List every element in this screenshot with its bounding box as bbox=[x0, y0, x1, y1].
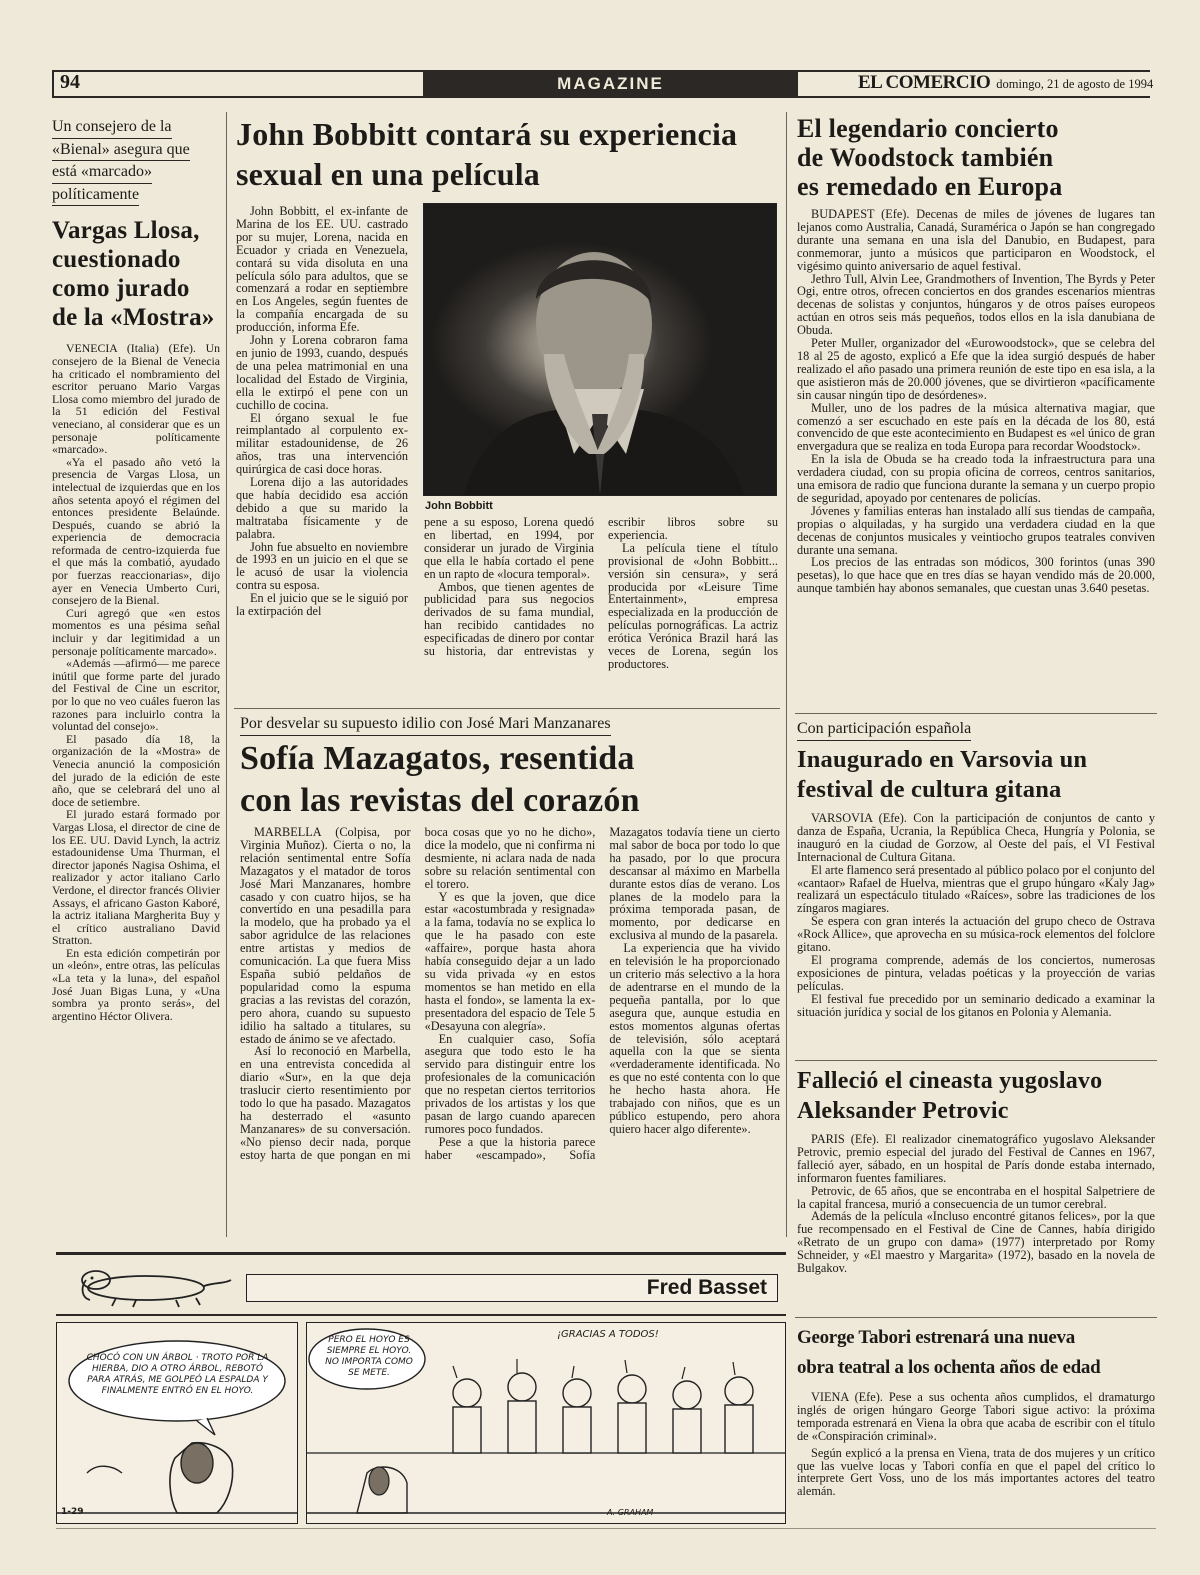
bobbitt-headline bbox=[236, 114, 786, 194]
paragraph: El arte flamenco será presentado al público polaco por el conjunto del «cantaor» Rafael de Huelva, mientras que el grupo húngaro «Kaly Jag» realizará un espectáculo titulado «Raíces», sobre las tradiciones de los zíngaros magiares. bbox=[797, 862, 1155, 916]
comic-panel-2 bbox=[306, 1322, 786, 1524]
paragraph: pene a su esposo, Lorena quedó en libertad, en 1994, por considerar un jurado de Virginia que ella le había cortado el pene en un rapto de «locura temporal». bbox=[424, 515, 594, 581]
bobbitt-bottom-body bbox=[424, 516, 778, 706]
varsovia-headline bbox=[797, 745, 1159, 805]
petrovic-body bbox=[797, 1133, 1155, 1275]
paragraph: Pese a que la historia parece haber «escampado», Sofía Mazagatos todavía tiene un cierto mal sabor de boca por todo lo que ha pasado, por lo que procura descansar al máximo en Marbella durante estos días de verano. Los planes de la modelo para la próxima temporada pasan, de momento, por dedicarse en exclusiva al mundo de la pasarela. bbox=[424, 825, 780, 1162]
paragraph: Según explicó a la prensa en Viena, trata de dos mujeres y un crítico que las vuelve locas y Tabori confía en que el papel del crítico lo interprete Gert Voss, uno de los más importantes actores del teatro alemán. bbox=[797, 1445, 1155, 1499]
comic-title: Fred Basset bbox=[646, 1276, 767, 1299]
woodstock-headline-line: es remedado en Europa bbox=[797, 172, 1063, 201]
paragraph: En el juicio que se le siguió por la extirpación del bbox=[236, 591, 408, 619]
vargas-kicker-line: «Bienal» asegura que bbox=[52, 139, 190, 162]
paragraph: PARIS (Efe). El realizador cinematográfico yugoslavo Aleksander Petrovic, premio especial del jurado del Festival de Cannes en 1967, falleció ayer, sábado, en un hospital de París donde estaba internado, informaron fuentes familiares. bbox=[797, 1132, 1155, 1185]
panel-2-speech: PERO EL HOYO ES SIEMPRE EL HOYO. NO IMPORTA COMO SE METE. bbox=[325, 1335, 413, 1378]
paragraph: Los precios de las entradas son módicos, 300 forintos (unas 390 pesetas), lo que hace que en tres días se hayan vendido más de 20.000, aunque también hay abonos semanales, que cuestan unas 3.640 pesetas. bbox=[797, 555, 1155, 596]
paragraph: El programa comprende, además de los conciertos, numerosas exposiciones de pintura, veladas poéticas y la proyección de varias películas. bbox=[797, 952, 1155, 993]
sofia-body bbox=[240, 826, 780, 1238]
vargas-kicker-line: políticamente bbox=[52, 184, 139, 207]
varsovia-headline-line: festival de cultura gitana bbox=[797, 776, 1062, 803]
paragraph: El órgano sexual le fue reimplantado al corpulento ex-militar estadounidense, de 26 años, tras una intervención quirúrgica de casi doce horas. bbox=[236, 410, 408, 477]
paragraph: El jurado estará formado por Vargas Llosa, el director de cine de los EE. UU. David Lynch, la actriz estadounidense Uma Thurman, el director japonés Nagisa Oshima, el realizador y actor italiano Carlo Verdone, el director francés Olivier Assays, el africano Gaston Kaboré, la actriz italiana Margherita Buy y el crítico australiano David Stratton. bbox=[52, 807, 220, 948]
sofia-kicker: Por desvelar su supuesto idilio con José Mari Manzanares bbox=[240, 713, 611, 736]
bobbitt-photo bbox=[423, 203, 777, 496]
paragraph: VIENA (Efe). Pese a sus ochenta años cumplidos, el dramaturgo inglés de origen húngaro George Tabori sigue activo: la próxima temporada estrenará en Viena la obra que acaba de escribir con el título de «Conspiración criminal». bbox=[797, 1390, 1155, 1443]
bobbitt-headline-line: John Bobbitt contará su experiencia bbox=[236, 116, 738, 152]
petrovic-headline bbox=[797, 1066, 1159, 1126]
paragraph: John y Lorena cobraron fama en junio de 1993, cuando, después de una pelea matrimonial en una localidad del Estado de Virginia, ella le extirpó el pene con un cuchillo de cocina. bbox=[236, 333, 408, 412]
tabori-headline-line: obra teatral a los ochenta años de edad bbox=[797, 1357, 1101, 1378]
vargas-article bbox=[52, 116, 220, 1022]
paragraph: En cualquier caso, Sofía asegura que todo esto le ha servido para distinguir entre los profesionales de la comunicación que no respetan ciertos territorios privados de los artistas y los que pasan de largo cuando aparecen rumores poco fundados. bbox=[424, 1031, 596, 1136]
paragraph: Curi agregó que «en estos momentos es una pésima señal incluir y dar legitimidad a un personaje políticamente marcado». bbox=[52, 605, 220, 658]
paragraph: «Además —afirmó— me parece inútil que forme parte del jurado del Festival de Cine un escritor, por lo que no veo cuáles fueron las razones para incluirlo contra la voluntad del consejo». bbox=[52, 656, 220, 734]
panel-1-speech: CHOCÓ CON UN ÁRBOL · TROTO POR LA HIERBA, DIO A OTRO ÁRBOL, REBOTÓ PARA ATRÁS, ME GOLPEÓ LA ESPALDA Y FINALMENTE ENTRÓ EN EL HOYO. bbox=[86, 1353, 269, 1396]
varsovia-kicker: Con participación española bbox=[797, 718, 971, 741]
petrovic-headline-line: Falleció el cineasta yugoslavo bbox=[797, 1068, 1103, 1094]
comic-header bbox=[56, 1258, 786, 1310]
comic-date-code: 1-29 bbox=[61, 1507, 84, 1517]
vargas-headline-line: como jurado bbox=[52, 275, 190, 303]
vargas-body bbox=[52, 342, 220, 1022]
section-banner bbox=[423, 72, 798, 96]
basset-hound-icon bbox=[66, 1258, 236, 1310]
paragraph: VENECIA (Italia) (Efe). Un consejero de la Bienal de Venecia ha criticado el nombramiento del escritor peruano Mario Vargas Llosa como miembro del jurado de la 51 edición del Festival veneciano, al considerar que es un personaje políticamente «marcado». bbox=[52, 341, 220, 457]
paragraph: «Ya el pasado año vetó la presencia de Vargas Llosa, un intelectual de izquierdas que en los años setenta apoyó el régimen del entonces presidente Belaúnde. Después, cuando se abrió la experiencia de democracia reformada de centro-izquierda fue el que más la combatió, ayudado por fuerzas reaccionarias», dijo ayer en Venecia Umberto Curi, consejero de la Bienal. bbox=[52, 454, 220, 608]
vargas-kicker-line: Un consejero de la bbox=[52, 116, 172, 139]
paragraph: En la isla de Obuda se ha creado toda la infraestructura para una verdadera ciudad, con su propia oficina de correos, centros sanitarios, una emisora de radio que funciona durante la semana y un cuerpo propio de seguridad, apoyado por centenares de policías. bbox=[797, 452, 1155, 505]
paragraph: Y es que la joven, que dice estar «acostumbrada y resignada» a la fama, todavía no se explica lo que le ha pasado con este «affaire», porque hasta ahora había conseguido dejar a un lado su vida privada «y en estos momentos se han metido en ella hasta el fondo», se lamenta la ex-presentadora del espacio de Tele 5 «Desayuna con alegría». bbox=[424, 889, 596, 1033]
paragraph: John fue absuelto en noviembre de 1993 en un juicio en el que se le acusó de usar la violencia contra su esposa. bbox=[236, 539, 408, 593]
varsovia-headline-line: Inaugurado en Varsovia un bbox=[797, 746, 1088, 773]
paragraph: John Bobbitt, el ex-infante de Marina de los EE. UU. castrado por su mujer, Lorena, nacida en Ecuador y criada en Venezuela, contará su vida disoluta en una película sólo para adultos, que se comenzará a rodar en septiembre en Los Angeles, según fuentes de la compañía encargada de su producción, informa Efe. bbox=[236, 204, 408, 335]
paragraph: Así lo reconoció en Marbella, en una entrevista concedida al diario «Sur», en la que deja traslucir cierto resentimiento por todo lo que ha pasado. Mazagatos ha desterrado el «asunto Manzanares» de su conversación. «No pienso decir nada, porque estoy harta de que pongan en mi boca cosas que yo no he dicho», dice la modelo, que ni confirma ni desmiente, ni aclara nada de nada sobre su relación sentimental con el torero. bbox=[240, 825, 596, 1162]
paragraph: Muller, uno de los padres de la música alternativa magiar, que comenzó a ser escuchado en este país en la década de los 80, está convencido de que este acontecimiento en Budapest es «el único de gran envergadura que se realiza en toda Europa para recordar Woodstock». bbox=[797, 400, 1155, 454]
vargas-headline-line: cuestionado bbox=[52, 246, 181, 274]
section-label: MAGAZINE bbox=[557, 74, 664, 93]
paragraph: Ambos, que tienen agentes de publicidad para sus negocios derivados de su fama mundial, han recibido cantidades no especificadas de dinero por contar su historia, dar entrevistas y escribir libros sobre su experiencia. bbox=[424, 515, 778, 659]
paragraph: En esta edición competirán por un «león», entre otras, las películas «La teta y la luna», del español José Juan Bigas Luna, y «Una sombra ya pronto serás», del argentino Héctor Olivera. bbox=[52, 945, 220, 1023]
woodstock-headline bbox=[797, 114, 1157, 201]
tabori-headline bbox=[797, 1323, 1159, 1383]
vargas-headline-line: de la «Mostra» bbox=[52, 304, 215, 332]
woodstock-headline-line: de Woodstock también bbox=[797, 143, 1054, 172]
sofia-headline-line: con las revistas del corazón bbox=[240, 782, 640, 819]
paragraph: Además de la película «Incluso encontré gitanos felices», por la que fue recompensado en el Festival de Cine de Cannes, había dirigido «Retrato de un grupo con dama» (1977) interpretado por Romy Schneider, y «El maestro y Margarita» (1972), basado en la novela de Bulgakov. bbox=[797, 1209, 1155, 1276]
comic-panel-1 bbox=[56, 1322, 298, 1524]
paragraph: El festival fue precedido por un seminario dedicado a examinar la situación jurídica y social de los gitanos en Polonia y Alemania. bbox=[797, 991, 1155, 1019]
vargas-headline-line: Vargas Llosa, bbox=[52, 217, 200, 245]
sofia-headline-line: Sofía Mazagatos, resentida bbox=[240, 740, 635, 777]
issue-date: domingo, 21 de agosto de 1994 bbox=[996, 77, 1154, 91]
panel-2-shout: ¡GRACIAS A TODOS! bbox=[557, 1329, 659, 1340]
bobbitt-headline-line: sexual en una película bbox=[236, 156, 541, 192]
paragraph: Petrovic, de 65 años, que se encontraba en el hospital Salpetriere de la capital francesa, murió a consecuencia de un tumor cerebral. bbox=[797, 1183, 1155, 1211]
paragraph: Se espera con gran interés la actuación del grupo checo de Ostrava «Rock Allice», que aprovecha en su música-rock elementos del folclore gitano. bbox=[797, 914, 1155, 955]
paragraph: La película tiene el título provisional de «John Bobbitt... versión sin censura», y será producida por «Leisure Time Entertainment», empresa especializada en la producción de películas pornográficas. La actriz erótica Verónica Brazil hará las veces de Lorena, según los productores. bbox=[608, 540, 778, 671]
paragraph: La experiencia que ha vivido en televisión le ha proporcionado un criterio más selectivo a la hora de adentrarse en el mundo de la pequeña pantalla, por lo que asegura que, aunque estudia en estos momentos algunas ofertas de televisión, sólo aceptará aquella con la que se sienta «verdaderamente identificada. No es que no esté contenta con lo que he hecho hasta ahora. He trabajado con niños, que es un público estupendo, pero ahora quiero hacer algo diferente». bbox=[609, 941, 780, 1136]
vargas-headline bbox=[52, 216, 220, 332]
paragraph: Peter Muller, organizador del «Eurowoodstock», que se celebra del 18 al 25 de agosto, explicó a Efe que la idea surgió después de haber realizado el año pasado una primera reunión de este tipo en esa isla, a la que asistieron más de 20.000 jóvenes, que se divirtieron «pacíficamente sin causar ningún tipo de desórdenes». bbox=[797, 336, 1155, 402]
vargas-kicker bbox=[52, 116, 220, 206]
paragraph: BUDAPEST (Efe). Decenas de miles de jóvenes de lugares tan lejanos como Australia, Canadá, Suramérica o Japón se han congregado durante una semana en una isla del Danubio, en Budapest, para conmemorar, junto a músicos que participaron en Woodstock, el vigésimo quinto aniversario de aquel festival. bbox=[797, 207, 1155, 273]
comic-title-box bbox=[246, 1274, 778, 1302]
woodstock-headline-line: El legendario concierto bbox=[797, 114, 1059, 143]
vargas-kicker-line: está «marcado» bbox=[52, 161, 152, 184]
masthead-logo: EL COMERCIO bbox=[858, 72, 991, 93]
comic-signature: A. GRAHAM bbox=[607, 1508, 654, 1517]
tabori-headline-line: George Tabori estrenará una nueva bbox=[797, 1327, 1075, 1348]
paragraph: MARBELLA (Colpisa, por Virginia Muñoz). Cierta o no, la relación sentimental entre Sofía Mazagatos y el matador de toros José Mari Manzanares, hombre casado y con cuatro hijos, se ha convertido en una pesadilla para la modelo, que ha probado ya el sabor agridulce de las relaciones entre artistas y medios de comunicación. La que fuera Miss España subió peldaños de popularidad como la espuma gracias a las revistas del corazón, pero ahora, cuando su supuesto idilio ha saltado a titulares, su estado de ánimo se ve afectado. bbox=[240, 825, 411, 1046]
woodstock-body bbox=[797, 208, 1155, 595]
paragraph: VARSOVIA (Efe). Con la participación de conjuntos de canto y danza de España, Ucrania, la República Checa, Hungría y Polonia, se inauguró en la ciudad de Gorzow, al Oeste del país, el VI Festival Internacional de Cultura Gitana. bbox=[797, 811, 1155, 864]
masthead bbox=[858, 72, 1153, 94]
paragraph: Jóvenes y familias enteras han instalado allí sus tiendas de campaña, propias o alquiladas, y ha surgido una verdadera ciudad en la que decenas de conjuntos musicales y veintiocho grupos teatrales conviven durante una semana. bbox=[797, 503, 1155, 557]
paragraph: Jethro Tull, Alvin Lee, Grandmothers of Invention, The Byrds y Peter Ogi, entre otros, ofrecen conciertos en dos grandes escenarios mientras decenas de solistas y conjuntos, húngaros y de otros países europeos actúan en otros seis más pequeños, todos ellos en la isla danubiana de Obuda. bbox=[797, 271, 1155, 338]
photo-caption: John Bobbitt bbox=[425, 500, 493, 512]
varsovia-body bbox=[797, 812, 1155, 1019]
petrovic-headline-line: Aleksander Petrovic bbox=[797, 1098, 1009, 1124]
portrait-illustration bbox=[424, 204, 776, 495]
page-number: 94 bbox=[60, 71, 80, 93]
paragraph: Lorena dijo a las autoridades que había decidido esa acción debido a que su marido la maltrataba físicamente y de palabra. bbox=[236, 475, 408, 541]
paragraph: El pasado día 18, la organización de la «Mostra» de Venecia anunció la composición del jurado de la edición de este año, que se celebrará del uno al doce de setiembre. bbox=[52, 731, 220, 809]
bobbitt-left-body bbox=[236, 205, 408, 618]
tabori-body bbox=[797, 1391, 1155, 1498]
sofia-headline bbox=[240, 738, 785, 822]
